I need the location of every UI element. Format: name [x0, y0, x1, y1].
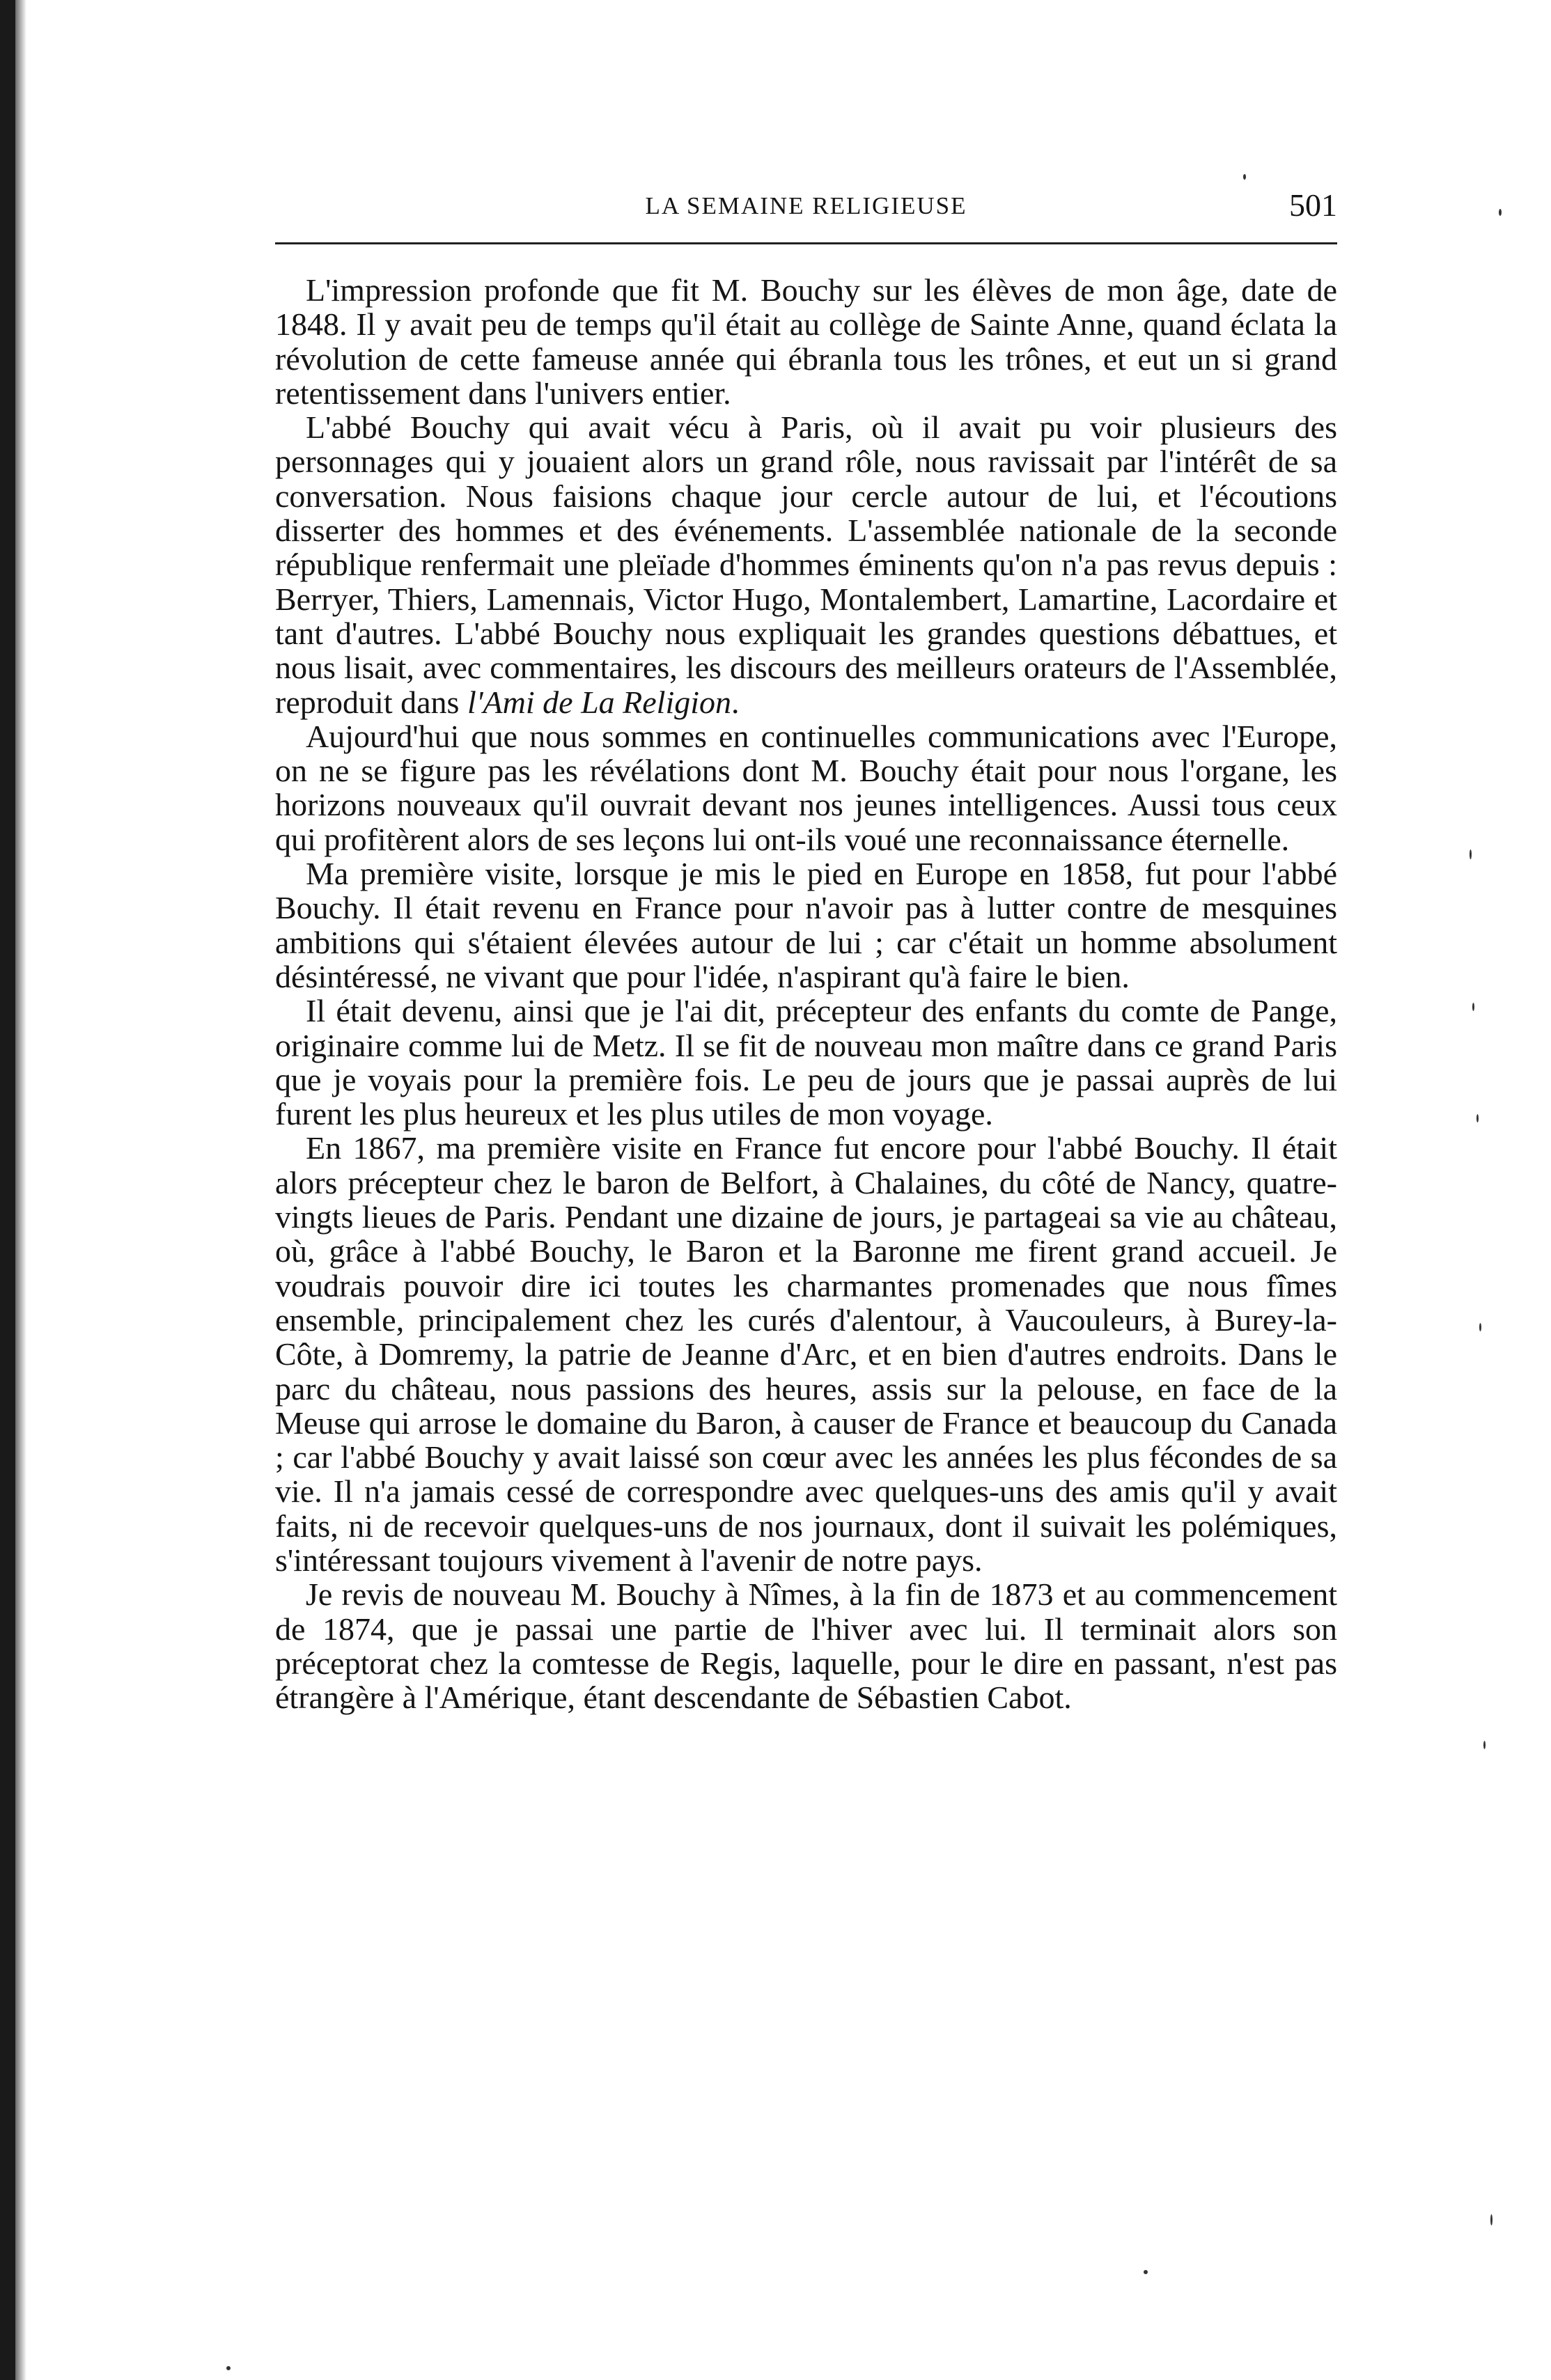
scan-speck	[1472, 1003, 1474, 1011]
scan-speck	[1470, 850, 1472, 859]
scan-binding-edge	[0, 0, 15, 2380]
scan-speck	[1144, 2270, 1148, 2274]
running-title: LA SEMAINE RELIGIEUSE	[645, 192, 967, 219]
book-page	[275, 174, 1337, 2263]
paragraph-1: L'impression profonde que fit M. Bouchy sur les élèves de mon âge, date de 1848. Il y avait peu de temps qu'il était au collège de Sainte Anne, quand éclata la révolution de cette fameuse année qui ébranla tous les trônes, et eut un si grand retentissement dans l'univers entier.	[275, 272, 1337, 411]
paragraph-3: Aujourd'hui que nous sommes en continuelles communications avec l'Europe, on ne se figure pas les révélations dont M. Bouchy était pour nous l'organe, les horizons nouveaux qu'il ouvrait devant nos jeunes intelligences. Aussi tous ceux qui profitèrent alors de ses leçons lui ont-ils voué une reconnaissance éternelle.	[275, 718, 1337, 857]
scan-speck	[226, 2366, 231, 2370]
paragraph-4: Ma première visite, lorsque je mis le pied en Europe en 1858, fut pour l'abbé Bouchy. Il était revenu en France pour n'avoir pas à lutter contre de mesquines ambitions qui s'étaient élevées autour de lui ; car c'était un homme absolument désintéressé, ne vivant que pour l'idée, n'aspirant qu'à faire le bien.	[275, 856, 1337, 994]
article-body	[275, 273, 1337, 1714]
paragraph-2	[275, 410, 1337, 719]
scan-speck	[1476, 1114, 1479, 1122]
paragraph-7: Je revis de nouveau M. Bouchy à Nîmes, à la fin de 1873 et au commencement de 1874, que je passai une partie de l'hiver avec lui. Il terminait alors son préceptorat chez la comtesse de Regis, laquelle, pour le dire en passant, n'est pas étrangère à l'Amérique, étant descendante de Sébastien Cabot.	[275, 1576, 1337, 1716]
header-rule	[275, 242, 1337, 244]
paragraph-6: En 1867, ma première visite en France fut encore pour l'abbé Bouchy. Il était alors précepteur chez le baron de Belfort, à Chalaines, du côté de Nancy, quatre-vingts lieues de Paris. Pendant une dizaine de jours, je partageai sa vie au château, où, grâce à l'abbé Bouchy, le Baron et la Baronne me firent grand accueil. Je voudrais pouvoir dire ici toutes les charmantes promenades que nous fîmes ensemble, principalement chez les curés d'alentour, à Vaucouleurs, à Burey-la-Côte, à Domremy, la patrie de Jeanne d'Arc, et en bien d'autres endroits. Dans le parc du château, nous passions des heures, assis sur la pelouse, en face de la Meuse qui arrose le domaine du Baron, à causer de France et beaucoup du Canada ; car l'abbé Bouchy y avait laissé son cœur avec les années les plus fécondes de sa vie. Il n'a jamais cessé de correspondre avec quelques-uns des amis qu'il y avait faits, ni de recevoir quelques-uns de nos journaux, dont il suivait les polémiques, s'intéressant toujours vivement à l'avenir de notre pays.	[275, 1130, 1337, 1578]
scan-speck	[1243, 174, 1246, 180]
paragraph-2-text: L'abbé Bouchy qui avait vécu à Paris, où il avait pu voir plusieurs des personnages qui y jouaient alors un grand rôle, nous ravissait par l'intérêt de sa conversation. Nous faisions chaque jour cercle autour de lui, et l'écoutions disserter des hommes et des événements. L'assemblée nationale de la seconde république renfermait une pleïade d'hommes éminents qu'on n'a pas revus depuis : Berryer, Thiers, Lamennais, Victor Hugo, Montalembert, Lamartine, Lacordaire et tant d'autres. L'abbé Bouchy nous expliquait les grandes questions débattues, et nous lisait, avec commentaires, les discours des meilleurs orateurs de l'Assemblée, reproduit dans	[275, 409, 1337, 720]
paragraph-5: Il était devenu, ainsi que je l'ai dit, précepteur des enfants du comte de Pange, originaire comme lui de Metz. Il se fit de nouveau mon maître dans ce grand Paris que je voyais pour la première fois. Le peu de jours que je passai auprès de lui furent les plus heureux et les plus utiles de mon voyage.	[275, 993, 1337, 1132]
scan-speck	[1479, 1323, 1481, 1331]
scan-speck	[1490, 2214, 1492, 2225]
journal-title: l'Ami de La Religion	[467, 684, 732, 720]
running-header	[275, 174, 1337, 237]
scan-speck	[1483, 1741, 1486, 1749]
page-number: 501	[1289, 187, 1337, 223]
paragraph-2-end: .	[731, 684, 740, 720]
scan-speck	[1499, 209, 1502, 216]
scan-binding-shadow	[15, 0, 26, 2380]
